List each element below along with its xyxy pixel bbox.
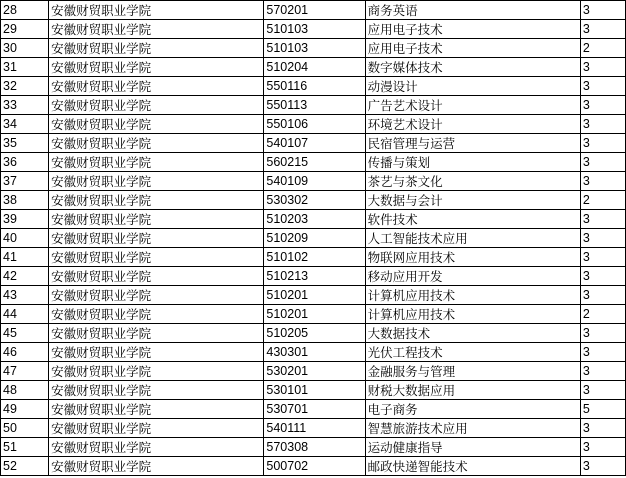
study-years: 3 — [580, 153, 625, 172]
school-name: 安徽财贸职业学院 — [49, 381, 264, 400]
major-name: 茶艺与茶文化 — [365, 172, 580, 191]
table-row — [1, 191, 626, 210]
school-name: 安徽财贸职业学院 — [49, 457, 264, 476]
study-years: 5 — [580, 400, 625, 419]
major-code: 550113 — [264, 96, 365, 115]
row-index: 45 — [1, 324, 49, 343]
school-name: 安徽财贸职业学院 — [49, 20, 264, 39]
table-row — [1, 39, 626, 58]
row-index: 41 — [1, 248, 49, 267]
row-index: 32 — [1, 77, 49, 96]
school-name: 安徽财贸职业学院 — [49, 96, 264, 115]
major-name: 广告艺术设计 — [365, 96, 580, 115]
table-body — [1, 1, 626, 476]
major-code: 540109 — [264, 172, 365, 191]
table-row — [1, 58, 626, 77]
row-index: 33 — [1, 96, 49, 115]
table-row — [1, 267, 626, 286]
major-name: 财税大数据应用 — [365, 381, 580, 400]
study-years: 2 — [580, 191, 625, 210]
table-row — [1, 381, 626, 400]
study-years: 3 — [580, 438, 625, 457]
table-row — [1, 362, 626, 381]
school-name: 安徽财贸职业学院 — [49, 229, 264, 248]
study-years: 3 — [580, 362, 625, 381]
row-index: 39 — [1, 210, 49, 229]
study-years: 3 — [580, 324, 625, 343]
study-years: 3 — [580, 419, 625, 438]
study-years: 3 — [580, 20, 625, 39]
row-index: 49 — [1, 400, 49, 419]
table-row — [1, 343, 626, 362]
school-name: 安徽财贸职业学院 — [49, 210, 264, 229]
school-name: 安徽财贸职业学院 — [49, 39, 264, 58]
row-index: 52 — [1, 457, 49, 476]
study-years: 3 — [580, 286, 625, 305]
row-index: 51 — [1, 438, 49, 457]
major-code: 550106 — [264, 115, 365, 134]
row-index: 50 — [1, 419, 49, 438]
school-name: 安徽财贸职业学院 — [49, 134, 264, 153]
school-name: 安徽财贸职业学院 — [49, 115, 264, 134]
row-index: 34 — [1, 115, 49, 134]
row-index: 38 — [1, 191, 49, 210]
major-name: 人工智能技术应用 — [365, 229, 580, 248]
study-years: 3 — [580, 115, 625, 134]
row-index: 43 — [1, 286, 49, 305]
table-row — [1, 210, 626, 229]
major-name: 软件技术 — [365, 210, 580, 229]
study-years: 3 — [580, 229, 625, 248]
study-years: 2 — [580, 305, 625, 324]
table-row — [1, 77, 626, 96]
study-years: 2 — [580, 39, 625, 58]
study-years: 3 — [580, 343, 625, 362]
major-code: 530201 — [264, 362, 365, 381]
table-row — [1, 324, 626, 343]
major-code: 510213 — [264, 267, 365, 286]
study-years: 3 — [580, 210, 625, 229]
major-code: 560215 — [264, 153, 365, 172]
school-name: 安徽财贸职业学院 — [49, 77, 264, 96]
major-name: 金融服务与管理 — [365, 362, 580, 381]
table-row — [1, 172, 626, 191]
major-code: 530101 — [264, 381, 365, 400]
major-name: 移动应用开发 — [365, 267, 580, 286]
major-code: 510103 — [264, 39, 365, 58]
table-row — [1, 305, 626, 324]
major-code: 550116 — [264, 77, 365, 96]
table-row — [1, 286, 626, 305]
table-row — [1, 115, 626, 134]
table-row — [1, 1, 626, 20]
major-code: 570201 — [264, 1, 365, 20]
table-row — [1, 134, 626, 153]
major-name: 物联网应用技术 — [365, 248, 580, 267]
major-name: 智慧旅游技术应用 — [365, 419, 580, 438]
major-code: 510204 — [264, 58, 365, 77]
study-years: 3 — [580, 1, 625, 20]
major-name: 动漫设计 — [365, 77, 580, 96]
major-code: 530701 — [264, 400, 365, 419]
major-name: 传播与策划 — [365, 153, 580, 172]
major-code: 510103 — [264, 20, 365, 39]
major-name: 大数据与会计 — [365, 191, 580, 210]
school-name: 安徽财贸职业学院 — [49, 324, 264, 343]
study-years: 3 — [580, 457, 625, 476]
major-code: 530302 — [264, 191, 365, 210]
school-name: 安徽财贸职业学院 — [49, 419, 264, 438]
row-index: 37 — [1, 172, 49, 191]
row-index: 46 — [1, 343, 49, 362]
major-name: 运动健康指导 — [365, 438, 580, 457]
major-name: 邮政快递智能技术 — [365, 457, 580, 476]
major-code: 540111 — [264, 419, 365, 438]
row-index: 48 — [1, 381, 49, 400]
major-code: 540107 — [264, 134, 365, 153]
table-row — [1, 20, 626, 39]
row-index: 29 — [1, 20, 49, 39]
table-row — [1, 153, 626, 172]
row-index: 44 — [1, 305, 49, 324]
school-name: 安徽财贸职业学院 — [49, 248, 264, 267]
school-name: 安徽财贸职业学院 — [49, 362, 264, 381]
major-code: 510203 — [264, 210, 365, 229]
study-years: 3 — [580, 381, 625, 400]
major-name: 民宿管理与运营 — [365, 134, 580, 153]
table-row — [1, 229, 626, 248]
row-index: 35 — [1, 134, 49, 153]
table-row — [1, 248, 626, 267]
major-code: 500702 — [264, 457, 365, 476]
study-years: 3 — [580, 172, 625, 191]
major-name: 计算机应用技术 — [365, 305, 580, 324]
table-row — [1, 438, 626, 457]
table-row — [1, 457, 626, 476]
school-name: 安徽财贸职业学院 — [49, 58, 264, 77]
major-code: 510205 — [264, 324, 365, 343]
major-name: 应用电子技术 — [365, 20, 580, 39]
table-row — [1, 400, 626, 419]
study-years: 3 — [580, 77, 625, 96]
school-name: 安徽财贸职业学院 — [49, 400, 264, 419]
school-name: 安徽财贸职业学院 — [49, 286, 264, 305]
study-years: 3 — [580, 134, 625, 153]
study-years: 3 — [580, 96, 625, 115]
major-name: 环境艺术设计 — [365, 115, 580, 134]
school-name: 安徽财贸职业学院 — [49, 267, 264, 286]
major-code: 510102 — [264, 248, 365, 267]
study-years: 3 — [580, 267, 625, 286]
row-index: 40 — [1, 229, 49, 248]
major-name: 光伏工程技术 — [365, 343, 580, 362]
row-index: 30 — [1, 39, 49, 58]
major-name: 应用电子技术 — [365, 39, 580, 58]
school-name: 安徽财贸职业学院 — [49, 172, 264, 191]
study-years: 3 — [580, 248, 625, 267]
study-years: 3 — [580, 58, 625, 77]
row-index: 36 — [1, 153, 49, 172]
major-code: 570308 — [264, 438, 365, 457]
major-name: 数字媒体技术 — [365, 58, 580, 77]
major-name: 大数据技术 — [365, 324, 580, 343]
major-code: 510209 — [264, 229, 365, 248]
school-name: 安徽财贸职业学院 — [49, 1, 264, 20]
school-name: 安徽财贸职业学院 — [49, 191, 264, 210]
school-name: 安徽财贸职业学院 — [49, 438, 264, 457]
major-name: 电子商务 — [365, 400, 580, 419]
row-index: 47 — [1, 362, 49, 381]
table-row — [1, 96, 626, 115]
row-index: 31 — [1, 58, 49, 77]
major-code: 510201 — [264, 305, 365, 324]
school-name: 安徽财贸职业学院 — [49, 153, 264, 172]
major-name: 商务英语 — [365, 1, 580, 20]
school-name: 安徽财贸职业学院 — [49, 343, 264, 362]
major-code: 510201 — [264, 286, 365, 305]
school-name: 安徽财贸职业学院 — [49, 305, 264, 324]
table-row — [1, 419, 626, 438]
major-name: 计算机应用技术 — [365, 286, 580, 305]
row-index: 28 — [1, 1, 49, 20]
row-index: 42 — [1, 267, 49, 286]
major-code: 430301 — [264, 343, 365, 362]
